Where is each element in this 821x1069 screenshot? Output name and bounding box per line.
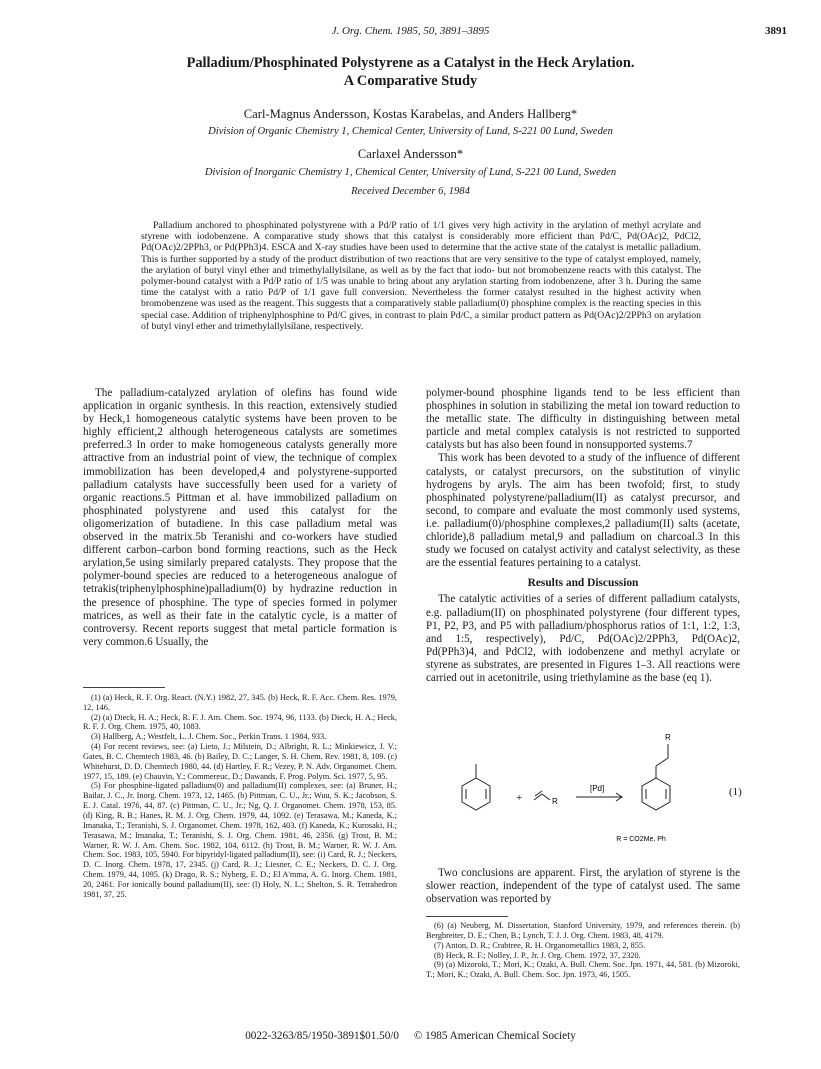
affiliation-primary: Division of Organic Chemistry 1, Chemical Center, University of Lund, S-221 00 Lund, Sweden: [208, 126, 613, 137]
footer-copyright: © 1985 American Chemical Society: [413, 1030, 576, 1042]
reaction-scheme: [426, 720, 756, 860]
footnote-4: (4) For recent reviews, see: (a) Lieto, J.; Milstein, D.; Albright, R. L.; Minkiewicz, J. V.; Gates, B. C. Chemtech 1983, 46. (b) Bailey, D. C.; Langer, S. H. Chem. Rev. 1981, 8, 109. (c) Whitehurst, D. D. Chemtech 1980, 44. (d) Hartley, F. R.; Vezey, P. N. Adv. Organomet. Chem. 1977, 15, 189. (e) Chauvin, Y.; Commereuc, D.; Dawands, F. Prog. Polym. Sci. 1977, 5, 95.: [83, 742, 397, 781]
footnote-7: (7) Anton, D. R.; Crabtree, R. H. Organometallics 1983, 2, 855.: [434, 940, 646, 950]
footnote-5: (5) For phosphine-ligated palladium(0) and palladium(II) complexes, see: (a) Bruner, H.; Bailar, J. C., Jr. Inorg. Chem. 1973, 12, 1465. (b) Pittman, C. U., Jr.; Wuu, S. K.; Jacobson, S. E. J. Catal. 1976, 44, 87. (c) Pittman, C. U., Jr.; Ng, Q. J. Organomet. Chem. 1978, 153, 85. (d) King, R. B.; Hanes, R. M. J. Org. Chem. 1979, 44, 1092. (e) Terasawa, M.; Kaneda, K.; Imanaka, T.; Teranishi, S. J. Organomet. Chem. 1978, 162, 403. (f) Kaneda, K.; Kurosaki, H.; Terasawa, M.; Imanaka, T.; Teranishi, S. J. Org. Chem. 1981, 46, 2356. (g) Trost, B. M.; Warner, R. W. J. Am. Chem. Soc. 1982, 104, 6112. (h) Trost, B. M.; Warner, R. W. J. Am. Chem. Soc. 1983, 105, 5940. For bipyridyl-ligated palladium(II), see: (i) Card, R. J.; Neckers, D. C. Inorg. Chem. 1978, 17, 2345. (j) Card, R. J.; Liesner, C. E.; Neckers, D. C. J. Org. Chem. 1979, 44, 1095. (k) Drago, R. S.; Nyberg, E. D.; El A'mma, A. G. Inorg. Chem. 1981, 20, 2461. For ionically bound palladium(II), see: (l) Holy, N. L.; Shelton, S. R. Tetrahedron 1981, 37, 25.: [83, 781, 397, 899]
footnote-1: (1) (a) Heck, R. F. Org. React. (N.Y.) 1982, 27, 345. (b) Heck, R. F. Acc. Chem. Res. 1979, 12, 146.: [83, 692, 397, 712]
footnotes-right: [426, 921, 740, 980]
footnote-9: (9) (a) Mizoroki, T.; Mori, K.; Ozaki, A. Bull. Chem. Soc. Jpn. 1971, 44, 581. (b) Mizoroki, T.; Mori, K.; Ozaki, A. Bull. Chem. Soc. Jpn. 1973, 46, 1505.: [426, 960, 740, 980]
footnote-6: (6) (a) Neuberg, M. Dissertation, Stanford University, 1979, and references therein. (b) Bergbreiter, D. E.; Chen, B.; Lynch, T. J. J. Org. Chem. 1983, 48, 4179.: [426, 921, 740, 940]
olefin-structure: [534, 791, 550, 800]
conclusion-paragraph: Two conclusions are apparent. First, the arylation of styrene is the slower reaction, independent of the type of catalyst used. The same observation was reported by: [426, 867, 740, 906]
reaction-arrow: [576, 793, 622, 801]
footer-code: 0022-3263/85/1950-3891$01.50/0: [245, 1030, 400, 1042]
footnotes-left: [83, 693, 397, 900]
section-heading: Results and Discussion: [527, 577, 639, 590]
footnotes-right-block: [426, 916, 740, 980]
footnote-rule: [83, 687, 165, 688]
title-line-2: A Comparative Study: [343, 73, 478, 89]
body-column-left: [83, 387, 397, 900]
footnote-2: (2) (a) Dieck, H. A.; Heck, R. F. J. Am. Chem. Soc. 1974, 96, 1133. (b) Dieck, H. A.; Heck, R. F. J. Org. Chem. 1975, 40, 1083.: [83, 712, 397, 732]
title-line-1: Palladium/Phosphinated Polystyrene as a Catalyst in the Heck Arylation.: [186, 55, 635, 71]
body-column-right: [426, 387, 740, 685]
footnote-rule-right: [426, 916, 508, 917]
product-structure: [642, 744, 670, 810]
article-title: [60, 54, 761, 90]
page-footer: [0, 1030, 821, 1042]
aim-paragraph: This work has been devoted to a study of the influence of different catalysts, or catalyst precursors, on the substitution of vinylic hydrogens by aryls. The aim has been twofold; first, to study phosphinated polystyrene/palladium(II) as catalyst precursor, and second, to compare and evaluate the most commonly used systems, i.e. palladium(0)/phosphine complexes,2 palladium(II) salts (acetate, chloride),8 palladium metal,9 and palladium on charcoal.3 In this study we focused on catalyst activity and catalyst selectivity, as these are the essential features pertaining to a catalyst.: [426, 452, 740, 570]
authors-secondary: Carlaxel Andersson*: [357, 147, 464, 161]
catalyst-label: [Pd]: [590, 784, 605, 793]
results-paragraph: The catalytic activities of a series of different palladium catalysts, e.g. palladium(II) on phosphinated polystyrene (four different types, P1, P2, P3, and P5 with palladium/phosphorus ratios of 1:1, 1:2, 1:3, and 1:5, respectively), Pd/C, Pd(OAc)2/2PPh3, Pd(OAc)2, Pd(PPh3)4, and PdCl2, with iodobenzene and methyl acrylate or styrene as substrates, are presented in Figures 1–3. All reactions were carried out in acetonitrile, using triethylamine as the base (eq 1).: [426, 593, 740, 684]
product-substituent: R: [665, 733, 671, 742]
equation-number: (1): [729, 786, 742, 798]
iodobenzene-structure: [462, 764, 490, 810]
footnote-8: (8) Heck, R. F.; Nolley, J. P., Jr. J. Org. Chem. 1972, 37, 2320.: [434, 950, 641, 960]
received-date: Received December 6, 1984: [351, 186, 470, 197]
page-number: 3891: [765, 25, 787, 37]
paragraph-continued: polymer-bound phosphine ligands tend to be less efficient than phosphines in solution in stabilizing the metal ion toward reduction to the metallic state. The difficulty in distinguishing between metal particle and metal complex catalysis is not restricted to supported catalysts but has also been found in nonsupported systems.7: [426, 387, 740, 452]
plus-sign: +: [516, 792, 523, 804]
running-header: J. Org. Chem. 1985, 50, 3891–3895: [331, 25, 490, 37]
affiliation-secondary: Division of Inorganic Chemistry 1, Chemical Center, University of Lund, S-221 00 Lund, Sweden: [204, 167, 617, 178]
footnote-3: (3) Hallberg, A.; Westfelt, L. J. Chem. Soc., Perkin Trans. 1 1984, 933.: [91, 732, 327, 742]
substituent-definition: R = CO2Me, Ph: [616, 836, 666, 843]
authors-primary: Carl-Magnus Andersson, Kostas Karabelas, and Anders Hallberg*: [243, 107, 578, 121]
intro-paragraph: The palladium-catalyzed arylation of olefins has found wide application in organic synthesis. In this reaction, extensively studied by Heck,1 homogeneous catalytic systems have been proven to be highly efficient,2 although heterogeneous catalysts are sometimes preferred.3 In order to make homogeneous catalysts generally more attractive from an industrial point of view, the technique of complex immobilization has been developed,4 and polystyrene-supported palladium catalysts have successfully been used for a variety of organic reactions.5 Pittman et al. have immobilized palladium on phosphinated polystyrene and used this catalyst for the oligomerization of butadiene. In this case palladium metal was observed in the matrix.5b Teranishi and co-workers have studied different carbon–carbon bond forming reactions, such as the Heck arylation,5e using similarly prepared catalysts. They propose that the polymer-bound species are reduced to a heterogeneous analogue of tetrakis(triphenylphosphine)palladium(0) by hydrazine reduction in the presence of phosphine. The type of species formed in polymer matrices, as well as their fate in the catalytic cycle, is a matter of controversy. Recent reports suggest that metal particle formation is very common.6 Usually, the: [83, 387, 397, 648]
olefin-substituent: R: [552, 797, 558, 806]
abstract: Palladium anchored to phosphinated polystyrene with a Pd/P ratio of 1/1 gives very high activity in the arylation of methyl acrylate and styrene with iodobenzene. A comparative study shows that this catalyst is considerably more efficient than Pd/C, Pd(OAc)2, PdCl2, Pd(OAc)2/2PPh3, or Pd(PPh3)4. ESCA and X-ray studies have been used to determine that the active state of the catalyst is metallic palladium. This is further supported by a study of the product distribution of two reactions that are very sensitive to the type of catalyst employed, namely, the arylation of butyl vinyl ether and trimethylallylsilane, as well as by the fact that iodo- but not bromobenzene reacts with this catalyst. The polymer-bound catalyst with a Pd/P ratio of 1/5 was unable to bring about any arylation starting from iodobenzene, after 3 h. During the same time the catalyst with a ratio Pd/P of 1/1 gave full conversion. Nevertheless the former catalyst resulted in the highest activity when bromobenzene was used as the reagent. This suggests that a comparatively stable palladium(0) phosphine complex is the reacting species in this special case. Addition of triphenylphosphine to Pd/C gives, in contrast to plain Pd/C, a similar product pattern as Pd(OAc)2/2PPh3 on arylation of butyl vinyl ether and trimethylallylsilane, respectively.: [141, 220, 701, 332]
